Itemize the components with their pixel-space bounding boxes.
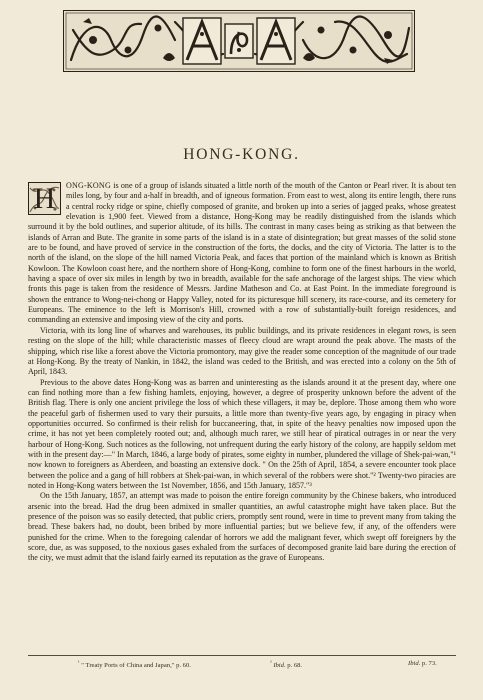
footnote-2-mark: ²: [270, 660, 272, 666]
paragraph-2: Victoria, with its long line of wharves and warehouses, its public buildings, and its private residences in elegant rows, is seen resting on the slope of the hill; while characteristic masses of fleecy cloud are wrapt around the peak above. The masts of the shipping, which rise like a forest above the Victoria promontory, may give the reader some conception of the magnitude of our trade at Hong-Kong. By the treaty of Nankin, in 1842, the island was ceded to the British, and was erected into a colony on the 5th of April, 1843.: [28, 325, 456, 377]
paragraph-1: [28, 181, 456, 326]
paragraph-3: Previous to the above dates Hong-Kong was as barren and uninteresting as the islands around it at the present day, where one can find nothing more than a few fishing hamlets, enjoying, however, a degree of prosperity unknown before the advent of the British flag. There is only one ancient privilege the loss of which these villagers, it may be, deplore. Those among them who wore the peaceful garb of fishermen used to vary their pursuits, a little more than twenty-five years ago, by engaging in piracy when opportunities occurred. So confirmed is their relish for buccaneering, that, in spite of the heavy penalties now imposed upon the crime, it has not yet been completely rooted out; and, although much rarer, we still hear of piratical outrages in or near the very harbour of Hong-Kong. Such notices as the following, not unfrequent during the early history of the colony, are happily seldom met with in the present day:—" In March, 1846, a large body of pirates, some eighty in number, plundered the village of Shek-pai-wan,"¹ now known to foreigners as Aberdeen, and boasting an extensive dock. " On the 25th of April, 1854, a severe encounter took place between the police and a gang of hill robbers at Shek-pai-wan, in which several of the robbers were shot."² Twenty-two piracies are noted in Hong-Kong waters between the 1st November, 1856, and 15th January, 1857."³: [28, 377, 456, 490]
dropcap-ornament: [28, 182, 61, 215]
footnote-2-ibid: Ibid.: [273, 662, 286, 670]
article-body: [28, 181, 456, 564]
paragraph-1-text: is one of a group of islands situated a little north of the mouth of the Canton or Pearl river. It is about ten miles long, by four and a-half in breadth, and of igneous formation. From east to west, along its entire length, there runs a central rocky ridge or spine, chiefly composed of granite, and broken up into a series of jagged peaks, whose greatest elevation is 1,900 feet. Viewed from a distance, Hong-Kong may be readily distinguished from the islands which surround it by the bold outlines, and superior altitude, of its hills. The contrast in many cases being as striking as that between the islands of Arran and Bute. The granite in some parts of the island is in a state of disintegration; but great masses of the solid stone are to be found, and have proved of service in the construction of the forts, the docks, and the city of Victoria. The latter is to the north of the island, on the slope of the hill named Victoria Peak, and faces that portion of the mainland which is known as British Kowloon. The Kowloon coast here, and the northern shore of Hong-Kong, combine to form one of the finest harbours in the world, having a space of over six miles in length by two in breadth, available for the safe anchorage of the largest ships. The view which fronts this page is taken from the residence of Messrs. Jardine Matheson and Co. at East Point. In the immediate foreground is shown the entrance to Wong-nei-chong or Happy Valley, noted for its picturesque hill scenery, its race-course, and its cemetery for Europeans. The eminence to the left is Morrison's Hill, crowned with a row of substantially-built foreign residences, and commanding an extensive and imposing view of the city and ports.: [28, 181, 456, 325]
footnotes: [78, 660, 458, 672]
footnote-1-text: " Treaty Ports of China and Japan," p. 60.: [79, 662, 191, 670]
lead-words: ONG-KONG: [66, 181, 111, 190]
footnote-1-mark: ¹: [78, 660, 80, 666]
page-title: HONG-KONG.: [183, 146, 300, 163]
footnote-2-page: p. 68.: [285, 662, 303, 670]
headpiece-ornament-image: [63, 10, 415, 72]
footnote-3-page: p. 73.: [420, 660, 437, 667]
footnote-3: [408, 660, 437, 667]
dropcap-letter: H: [33, 182, 56, 215]
footnote-2: [270, 660, 302, 669]
footnote-divider: [28, 655, 456, 656]
footnote-3-ibid: Ibid.: [408, 660, 421, 667]
paragraph-4: On the 15th January, 1857, an attempt was made to poison the entire foreign community by the Chinese bakers, who introduced arsenic into the bread. Had the drug been admixed in smaller quantities, an awful catastrophe might have taken place. But the presence of the poison was so easily detected, that public criers, promptly sent round, were in time to prevent many from taking the bread. These bakers had, no doubt, been bribed by more influential parties; but we believe few, if any, of the offenders were punished for the crime. When to the foregoing calendar of horrors we add the malignant fever, which swept off foreigners by the score, due, as was supposed, to the noxious gases exhaled from the surfaces of decomposed granite laid bare during the erection of the city, we must admit that the island fairly earned its reputation as the grave of Europeans.: [28, 491, 456, 563]
ornamental-headpiece: [63, 10, 415, 72]
footnote-1: [78, 660, 191, 669]
